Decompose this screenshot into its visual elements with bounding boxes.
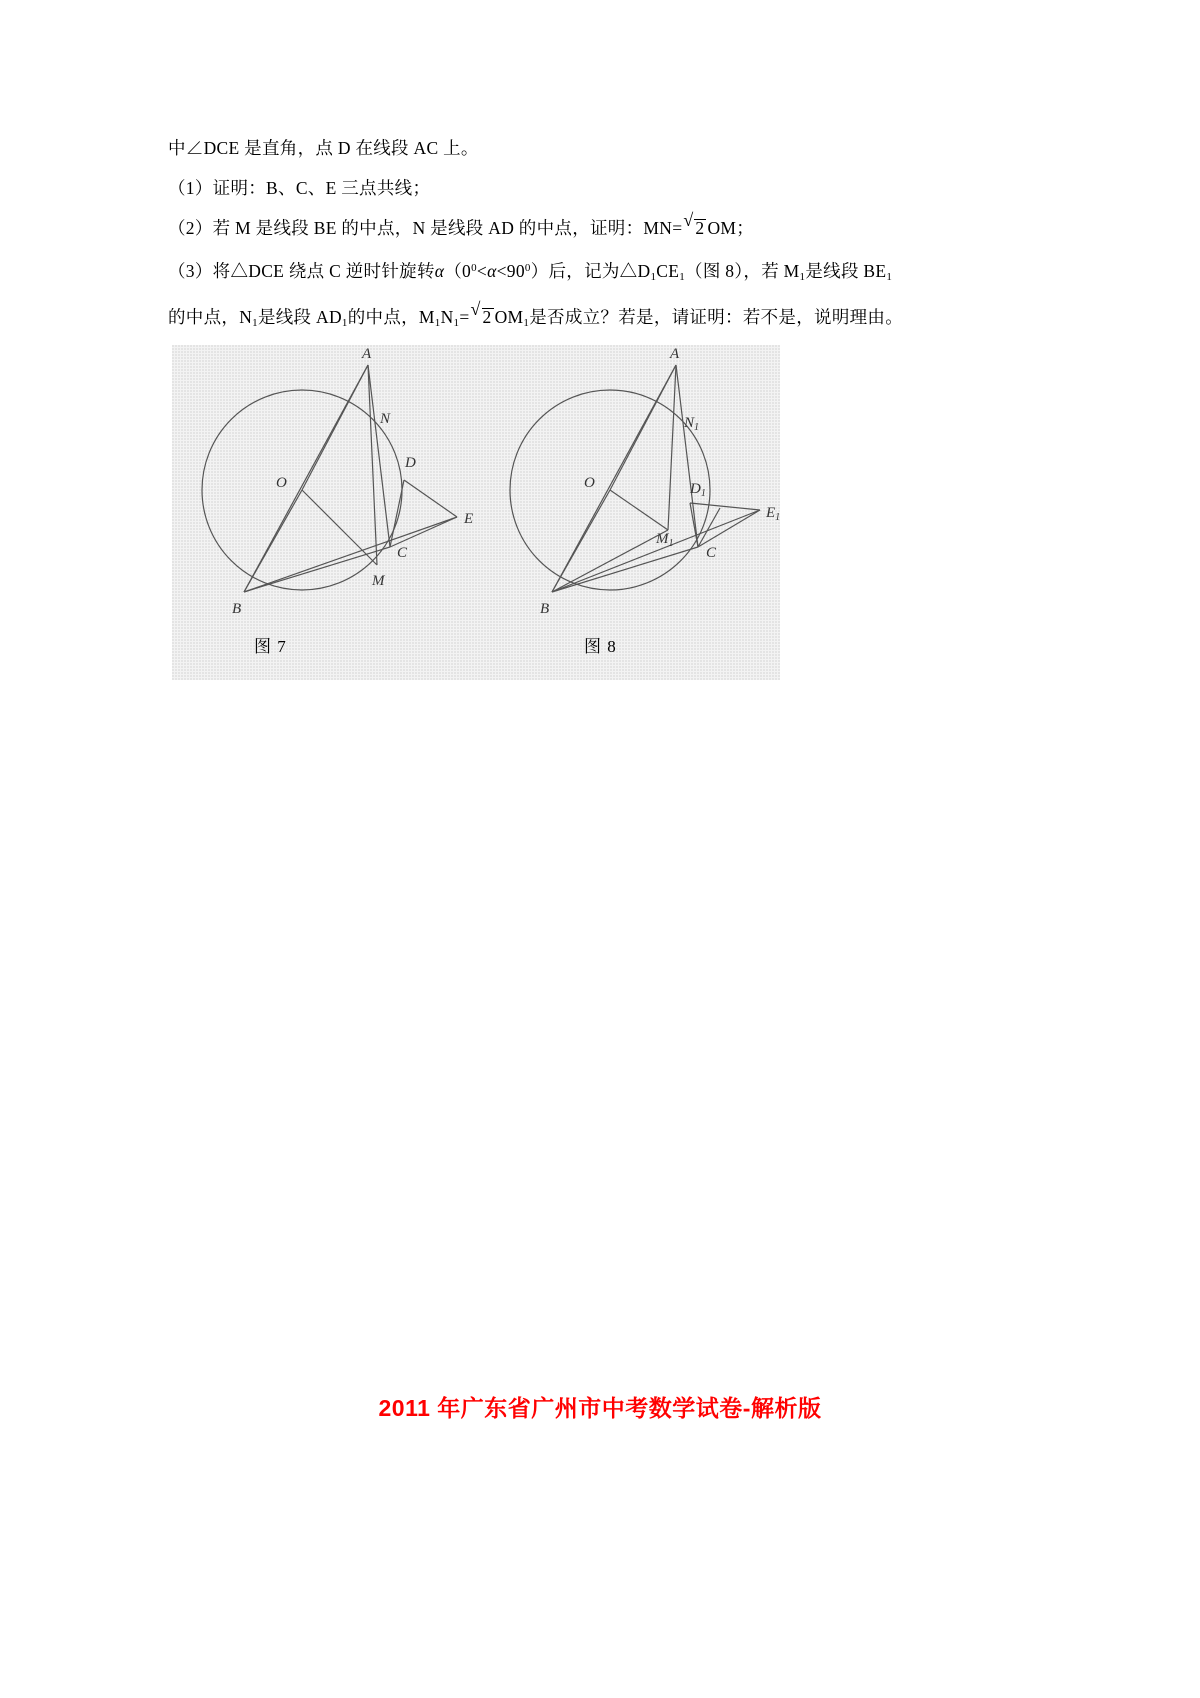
problem-line-4-text-d: <90 <box>496 261 525 281</box>
label-O-right: O <box>584 475 595 491</box>
problem-line-2 <box>168 172 1048 205</box>
label-E-left: E <box>464 511 474 527</box>
label-E1-right: $E_1$ <box>766 505 780 523</box>
figure-caption-right: 图 8 <box>584 637 617 656</box>
label-N-left: N <box>380 411 391 427</box>
label-C-right: C <box>706 545 717 561</box>
sub-om1: 1 <box>523 317 530 329</box>
sub-be1: 1 <box>886 271 893 283</box>
problem-line-3 <box>168 212 1048 245</box>
footer-title: 2011 年广东省广州市中考数学试卷-解析版 <box>378 1395 822 1421</box>
problem-line-4-text-h: 是线段 BE <box>805 261 887 281</box>
problem-line-5-text-e: = <box>459 307 470 327</box>
label-M-left: M <box>372 573 385 589</box>
label-M1-right: $M_1$ <box>656 531 674 549</box>
problem-line-5-text-b: 是线段 AD <box>257 307 342 327</box>
problem-line-5-text-a: 的中点，N <box>168 307 253 327</box>
label-O-left: O <box>276 475 287 491</box>
label-N1-right: $N_1$ <box>684 415 700 433</box>
figure-image <box>172 345 780 680</box>
radicand: 2 <box>695 218 705 238</box>
problem-line-5 <box>168 301 1048 340</box>
sub-n1b: 1 <box>453 317 460 329</box>
label-A-left: A <box>362 346 372 362</box>
radical-sign-icon: √ <box>683 210 694 230</box>
sqrt-2-expression <box>683 212 706 245</box>
label-D1-right: $D_1$ <box>690 481 706 499</box>
sqrt-2-expression-2 <box>471 301 494 334</box>
alpha-symbol-1: α <box>434 261 445 281</box>
label-B-left: B <box>232 601 242 617</box>
problem-line-4-text-g: （图 8），若 M <box>685 261 800 281</box>
problem-line-4-text-a: （3）将△DCE 绕点 C 逆时针旋转 <box>168 261 435 281</box>
label-A-right: A <box>670 346 680 362</box>
problem-line-1 <box>168 132 1048 165</box>
problem-line-4-text-e: ）后，记为△D <box>530 261 651 281</box>
problem-line-4 <box>168 252 1048 294</box>
alpha-symbol-2: α <box>487 261 497 281</box>
label-D-left: D <box>405 455 416 471</box>
problem-line-1-text: 中∠DCE 是直角，点 D 在线段 AC 上。 <box>168 138 479 158</box>
sub-n1: 1 <box>252 317 258 329</box>
radical-sign-icon-2: √ <box>470 299 481 319</box>
figure-caption-left: 图 7 <box>254 637 287 656</box>
degree-sup-1: 0 <box>471 262 477 274</box>
figure-svg <box>172 345 780 680</box>
sub-m1: 1 <box>799 271 806 283</box>
problem-line-4-text-f: CE <box>656 261 680 281</box>
problem-line-3-text-a: （2）若 M 是线段 BE 的中点，N 是线段 AD 的中点，证明：MN= <box>168 218 683 238</box>
sub-d1: 1 <box>650 271 657 283</box>
problem-line-4-text-c: < <box>476 261 488 281</box>
problem-line-3-text-b: OM； <box>707 218 755 238</box>
degree-sup-2: 0 <box>524 262 531 274</box>
sub-m1b: 1 <box>434 317 441 329</box>
problem-text-block <box>168 132 1048 347</box>
problem-line-4-text-b: （0 <box>444 261 472 281</box>
problem-line-5-text-d: N <box>440 307 454 327</box>
sub-e1: 1 <box>679 271 686 283</box>
label-B-right: B <box>540 601 550 617</box>
radicand-2: 2 <box>482 307 492 327</box>
label-C-left: C <box>397 545 408 561</box>
problem-line-2-text: （1）证明：B、C、E 三点共线； <box>168 178 431 198</box>
sub-ad1: 1 <box>341 317 348 329</box>
problem-line-5-text-c: 的中点，M <box>347 307 435 327</box>
problem-line-5-text-f: OM <box>494 307 524 327</box>
problem-line-5-text-g: 是否成立？若是，请证明：若不是，说明理由。 <box>529 307 904 327</box>
